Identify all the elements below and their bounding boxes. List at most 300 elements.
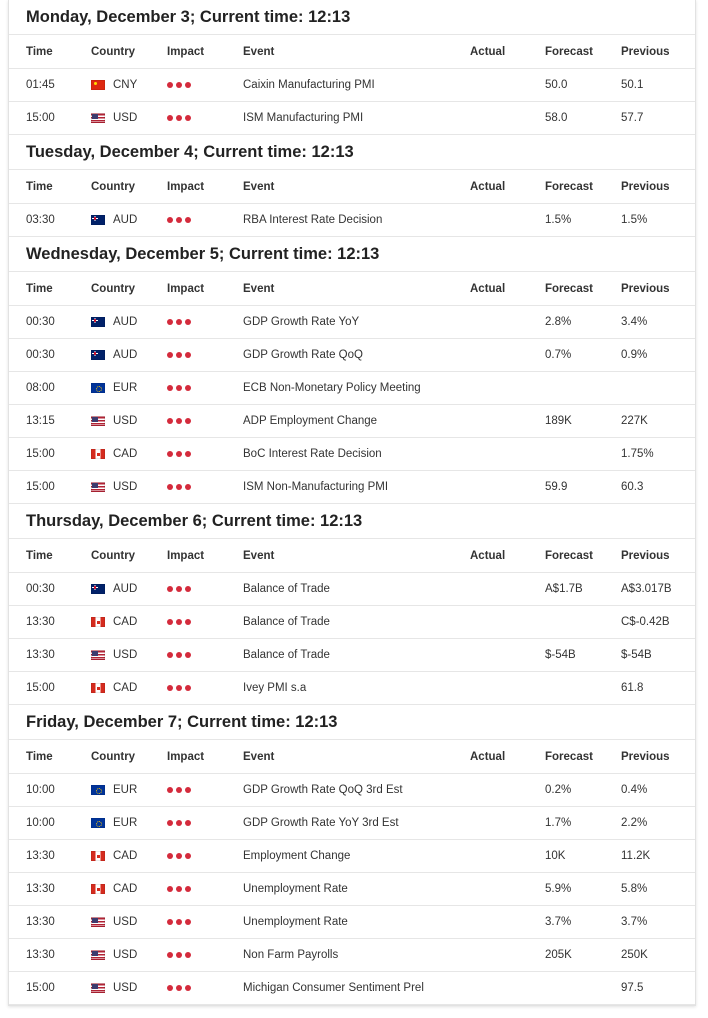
column-header-impact: Impact <box>167 549 205 562</box>
event-country <box>91 339 137 371</box>
column-header-forecast: Forecast <box>545 549 593 562</box>
event-event[interactable]: ISM Non-Manufacturing PMI <box>243 481 389 493</box>
event-row[interactable] <box>9 774 695 807</box>
column-header-country: Country <box>91 45 136 58</box>
event-forecast: 50.0 <box>545 79 568 91</box>
event-country <box>91 807 137 839</box>
column-header-time: Time <box>26 45 53 58</box>
impact-dots <box>167 352 191 358</box>
impact-dots <box>167 115 191 121</box>
impact-dot-icon <box>167 319 173 325</box>
event-country <box>91 639 137 671</box>
event-previous: 2.2% <box>621 817 648 829</box>
country-code: USD <box>113 481 138 493</box>
usa-flag-icon <box>91 650 105 660</box>
country-code: EUR <box>113 784 138 796</box>
event-time: 13:30 <box>26 949 55 961</box>
impact-dot-icon <box>185 619 191 625</box>
country-code: USD <box>113 982 138 994</box>
eu-flag-icon <box>91 818 105 828</box>
column-header-row <box>9 539 695 573</box>
impact-dots <box>167 484 191 490</box>
event-time: 10:00 <box>26 817 55 829</box>
impact-dots <box>167 385 191 391</box>
event-row[interactable] <box>9 438 695 471</box>
impact-indicator <box>167 204 191 236</box>
event-event[interactable]: Ivey PMI s.a <box>243 682 307 694</box>
column-header-row <box>9 740 695 774</box>
event-previous: 250K <box>621 949 648 961</box>
impact-dot-icon <box>176 985 182 991</box>
event-forecast: 5.9% <box>545 883 572 895</box>
event-row[interactable] <box>9 471 695 504</box>
canada-flag-icon <box>91 683 105 693</box>
event-country <box>91 405 137 437</box>
event-previous: 227K <box>621 415 648 427</box>
event-row[interactable] <box>9 102 695 135</box>
event-time: 00:30 <box>26 316 55 328</box>
impact-indicator <box>167 840 191 872</box>
event-row[interactable] <box>9 306 695 339</box>
impact-dot-icon <box>185 484 191 490</box>
event-forecast: 189K <box>545 415 572 427</box>
event-row[interactable] <box>9 672 695 705</box>
event-row[interactable] <box>9 573 695 606</box>
event-forecast: 3.7% <box>545 916 572 928</box>
impact-dot-icon <box>167 115 173 121</box>
column-header-actual: Actual <box>470 45 506 58</box>
event-forecast: 1.5% <box>545 214 572 226</box>
column-header-forecast: Forecast <box>545 750 593 763</box>
impact-dots <box>167 919 191 925</box>
impact-indicator <box>167 306 191 338</box>
impact-dots <box>167 853 191 859</box>
event-event[interactable]: GDP Growth Rate YoY 3rd Est <box>243 817 399 829</box>
impact-dot-icon <box>167 385 173 391</box>
impact-dot-icon <box>167 952 173 958</box>
event-time: 10:00 <box>26 784 55 796</box>
impact-indicator <box>167 939 191 971</box>
impact-indicator <box>167 573 191 605</box>
country-code: USD <box>113 649 138 661</box>
event-event[interactable]: Balance of Trade <box>243 616 330 628</box>
event-event[interactable]: ECB Non-Monetary Policy Meeting <box>243 382 421 394</box>
impact-indicator <box>167 102 191 134</box>
event-event[interactable]: Unemployment Rate <box>243 883 348 895</box>
column-header-actual: Actual <box>470 180 506 193</box>
event-previous: 3.4% <box>621 316 648 328</box>
event-country <box>91 306 137 338</box>
impact-indicator <box>167 339 191 371</box>
impact-dot-icon <box>185 820 191 826</box>
impact-dots <box>167 451 191 457</box>
impact-dots <box>167 952 191 958</box>
usa-flag-icon <box>91 917 105 927</box>
impact-indicator <box>167 471 191 503</box>
event-event[interactable]: Non Farm Payrolls <box>243 949 339 961</box>
impact-dot-icon <box>167 418 173 424</box>
event-event[interactable]: GDP Growth Rate YoY <box>243 316 360 328</box>
impact-dot-icon <box>185 217 191 223</box>
impact-dot-icon <box>167 820 173 826</box>
event-event[interactable]: Balance of Trade <box>243 649 330 661</box>
impact-dot-icon <box>167 82 173 88</box>
event-event[interactable]: Unemployment Rate <box>243 916 348 928</box>
impact-dot-icon <box>167 619 173 625</box>
event-country <box>91 906 137 938</box>
impact-dot-icon <box>167 352 173 358</box>
impact-dot-icon <box>185 451 191 457</box>
event-forecast: 2.8% <box>545 316 572 328</box>
event-previous: 97.5 <box>621 982 644 994</box>
column-header-event: Event <box>243 45 275 58</box>
impact-dots <box>167 586 191 592</box>
impact-dot-icon <box>185 385 191 391</box>
column-header-row <box>9 35 695 69</box>
column-header-impact: Impact <box>167 45 205 58</box>
column-header-previous: Previous <box>621 180 670 193</box>
impact-dot-icon <box>167 652 173 658</box>
impact-indicator <box>167 807 191 839</box>
event-previous: 57.7 <box>621 112 644 124</box>
event-forecast: 58.0 <box>545 112 568 124</box>
event-row[interactable] <box>9 69 695 102</box>
event-row[interactable] <box>9 372 695 405</box>
impact-dot-icon <box>185 115 191 121</box>
event-row[interactable] <box>9 873 695 906</box>
event-forecast: $-54B <box>545 649 576 661</box>
impact-dot-icon <box>185 352 191 358</box>
column-header-actual: Actual <box>470 282 506 295</box>
canada-flag-icon <box>91 449 105 459</box>
country-code: EUR <box>113 382 138 394</box>
country-code: EUR <box>113 817 138 829</box>
impact-dots <box>167 319 191 325</box>
day-header: Wednesday, December 5; Current time: 12:13 <box>9 237 695 272</box>
australia-flag-icon <box>91 350 105 360</box>
event-time: 15:00 <box>26 982 55 994</box>
event-row[interactable] <box>9 906 695 939</box>
event-event[interactable]: RBA Interest Rate Decision <box>243 214 383 226</box>
event-previous: 5.8% <box>621 883 648 895</box>
impact-dot-icon <box>185 985 191 991</box>
column-header-previous: Previous <box>621 282 670 295</box>
impact-dot-icon <box>176 919 182 925</box>
usa-flag-icon <box>91 113 105 123</box>
usa-flag-icon <box>91 416 105 426</box>
column-header-time: Time <box>26 180 53 193</box>
impact-dot-icon <box>185 787 191 793</box>
event-forecast: 0.7% <box>545 349 572 361</box>
column-header-actual: Actual <box>470 750 506 763</box>
column-header-row <box>9 170 695 204</box>
event-previous: 60.3 <box>621 481 644 493</box>
impact-dot-icon <box>167 919 173 925</box>
impact-dots <box>167 217 191 223</box>
event-time: 01:45 <box>26 79 55 91</box>
impact-dot-icon <box>167 886 173 892</box>
country-code: USD <box>113 415 138 427</box>
impact-dot-icon <box>176 787 182 793</box>
column-header-country: Country <box>91 180 136 193</box>
event-previous: 0.9% <box>621 349 648 361</box>
impact-dot-icon <box>167 217 173 223</box>
event-time: 13:30 <box>26 616 55 628</box>
event-time: 15:00 <box>26 682 55 694</box>
event-row[interactable] <box>9 807 695 840</box>
impact-dot-icon <box>176 115 182 121</box>
impact-indicator <box>167 372 191 404</box>
impact-indicator <box>167 606 191 638</box>
impact-dot-icon <box>167 685 173 691</box>
event-event[interactable]: Balance of Trade <box>243 583 330 595</box>
day-header: Friday, December 7; Current time: 12:13 <box>9 705 695 740</box>
impact-dots <box>167 619 191 625</box>
impact-dot-icon <box>167 787 173 793</box>
event-time: 13:30 <box>26 883 55 895</box>
china-flag-icon <box>91 80 105 90</box>
impact-dot-icon <box>167 484 173 490</box>
event-time: 15:00 <box>26 112 55 124</box>
event-country <box>91 972 137 1004</box>
event-event[interactable]: Michigan Consumer Sentiment Prel <box>243 982 424 994</box>
column-header-time: Time <box>26 282 53 295</box>
impact-indicator <box>167 672 191 704</box>
column-header-previous: Previous <box>621 45 670 58</box>
event-country <box>91 471 137 503</box>
event-forecast: 1.7% <box>545 817 572 829</box>
country-code: AUD <box>113 316 138 328</box>
impact-dot-icon <box>185 319 191 325</box>
event-time: 13:30 <box>26 649 55 661</box>
impact-dot-icon <box>176 586 182 592</box>
day-section <box>9 135 695 237</box>
event-forecast: 59.9 <box>545 481 568 493</box>
event-forecast: 10K <box>545 850 566 862</box>
country-code: CAD <box>113 448 138 460</box>
event-country <box>91 672 137 704</box>
event-country <box>91 573 137 605</box>
impact-dots <box>167 652 191 658</box>
event-previous: 1.75% <box>621 448 654 460</box>
column-header-forecast: Forecast <box>545 180 593 193</box>
impact-dots <box>167 985 191 991</box>
day-section <box>9 705 695 1005</box>
impact-dots <box>167 685 191 691</box>
event-forecast: A$1.7B <box>545 583 583 595</box>
event-previous: 3.7% <box>621 916 648 928</box>
impact-dot-icon <box>176 619 182 625</box>
country-code: AUD <box>113 214 138 226</box>
day-header: Thursday, December 6; Current time: 12:13 <box>9 504 695 539</box>
day-section <box>9 0 695 135</box>
event-country <box>91 873 137 905</box>
event-forecast: 0.2% <box>545 784 572 796</box>
impact-dot-icon <box>185 82 191 88</box>
event-previous: $-54B <box>621 649 652 661</box>
canada-flag-icon <box>91 851 105 861</box>
event-event[interactable]: ISM Manufacturing PMI <box>243 112 364 124</box>
impact-indicator <box>167 873 191 905</box>
event-time: 15:00 <box>26 448 55 460</box>
usa-flag-icon <box>91 950 105 960</box>
event-time: 00:30 <box>26 583 55 595</box>
impact-dot-icon <box>176 685 182 691</box>
event-time: 03:30 <box>26 214 55 226</box>
event-time: 08:00 <box>26 382 55 394</box>
event-row[interactable] <box>9 639 695 672</box>
column-header-event: Event <box>243 180 275 193</box>
column-header-country: Country <box>91 750 136 763</box>
country-code: CNY <box>113 79 138 91</box>
event-row[interactable] <box>9 339 695 372</box>
impact-dot-icon <box>176 418 182 424</box>
impact-dot-icon <box>176 853 182 859</box>
event-previous: A$3.017B <box>621 583 672 595</box>
eu-flag-icon <box>91 785 105 795</box>
impact-dot-icon <box>185 685 191 691</box>
column-header-previous: Previous <box>621 750 670 763</box>
impact-dots <box>167 787 191 793</box>
event-country <box>91 438 137 470</box>
event-time: 15:00 <box>26 481 55 493</box>
event-time: 13:30 <box>26 916 55 928</box>
country-code: USD <box>113 949 138 961</box>
column-header-forecast: Forecast <box>545 45 593 58</box>
event-country <box>91 69 137 101</box>
event-country <box>91 939 137 971</box>
column-header-time: Time <box>26 750 53 763</box>
column-header-country: Country <box>91 549 136 562</box>
economic-calendar <box>8 0 696 1006</box>
impact-dot-icon <box>185 652 191 658</box>
impact-dot-icon <box>185 418 191 424</box>
event-country <box>91 102 137 134</box>
event-previous: 50.1 <box>621 79 644 91</box>
event-event[interactable]: ADP Employment Change <box>243 415 378 427</box>
day-header: Tuesday, December 4; Current time: 12:13 <box>9 135 695 170</box>
event-forecast: 205K <box>545 949 572 961</box>
column-header-impact: Impact <box>167 750 205 763</box>
column-header-previous: Previous <box>621 549 670 562</box>
column-header-impact: Impact <box>167 180 205 193</box>
event-row[interactable] <box>9 840 695 873</box>
event-row[interactable] <box>9 204 695 237</box>
impact-dots <box>167 820 191 826</box>
impact-dot-icon <box>176 319 182 325</box>
event-row[interactable] <box>9 405 695 438</box>
impact-indicator <box>167 774 191 806</box>
impact-dot-icon <box>185 586 191 592</box>
event-event[interactable]: GDP Growth Rate QoQ 3rd Est <box>243 784 403 796</box>
impact-dot-icon <box>176 217 182 223</box>
column-header-event: Event <box>243 750 275 763</box>
impact-dots <box>167 418 191 424</box>
country-code: AUD <box>113 583 138 595</box>
canada-flag-icon <box>91 884 105 894</box>
column-header-country: Country <box>91 282 136 295</box>
event-country <box>91 840 137 872</box>
event-event[interactable]: GDP Growth Rate QoQ <box>243 349 363 361</box>
impact-dot-icon <box>167 451 173 457</box>
country-code: USD <box>113 112 138 124</box>
impact-indicator <box>167 438 191 470</box>
impact-dots <box>167 886 191 892</box>
day-header: Monday, December 3; Current time: 12:13 <box>9 0 695 35</box>
column-header-forecast: Forecast <box>545 282 593 295</box>
impact-dot-icon <box>176 952 182 958</box>
event-country <box>91 204 137 236</box>
event-previous: 61.8 <box>621 682 644 694</box>
impact-dot-icon <box>167 586 173 592</box>
impact-dot-icon <box>185 919 191 925</box>
event-country <box>91 774 137 806</box>
column-header-time: Time <box>26 549 53 562</box>
country-code: CAD <box>113 616 138 628</box>
usa-flag-icon <box>91 482 105 492</box>
impact-dot-icon <box>167 985 173 991</box>
impact-dot-icon <box>176 484 182 490</box>
column-header-actual: Actual <box>470 549 506 562</box>
event-event[interactable]: BoC Interest Rate Decision <box>243 448 382 460</box>
country-code: CAD <box>113 883 138 895</box>
column-header-row <box>9 272 695 306</box>
eu-flag-icon <box>91 383 105 393</box>
country-code: CAD <box>113 682 138 694</box>
event-time: 13:15 <box>26 415 55 427</box>
impact-dot-icon <box>176 82 182 88</box>
event-previous: 11.2K <box>621 850 651 862</box>
impact-indicator <box>167 405 191 437</box>
impact-indicator <box>167 972 191 1004</box>
impact-dot-icon <box>185 952 191 958</box>
event-event[interactable]: Caixin Manufacturing PMI <box>243 79 375 91</box>
event-previous: C$-0.42B <box>621 616 670 628</box>
column-header-event: Event <box>243 282 275 295</box>
impact-indicator <box>167 69 191 101</box>
impact-indicator <box>167 906 191 938</box>
country-code: CAD <box>113 850 138 862</box>
impact-dot-icon <box>176 451 182 457</box>
event-row[interactable] <box>9 972 695 1005</box>
event-row[interactable] <box>9 939 695 972</box>
impact-dot-icon <box>185 886 191 892</box>
event-country <box>91 372 137 404</box>
australia-flag-icon <box>91 317 105 327</box>
impact-dot-icon <box>176 820 182 826</box>
impact-dot-icon <box>176 652 182 658</box>
country-code: USD <box>113 916 138 928</box>
country-code: AUD <box>113 349 138 361</box>
australia-flag-icon <box>91 215 105 225</box>
column-header-event: Event <box>243 549 275 562</box>
impact-dot-icon <box>176 886 182 892</box>
event-previous: 0.4% <box>621 784 648 796</box>
impact-dot-icon <box>176 385 182 391</box>
australia-flag-icon <box>91 584 105 594</box>
event-row[interactable] <box>9 606 695 639</box>
usa-flag-icon <box>91 983 105 993</box>
event-event[interactable]: Employment Change <box>243 850 351 862</box>
canada-flag-icon <box>91 617 105 627</box>
impact-dot-icon <box>185 853 191 859</box>
impact-indicator <box>167 639 191 671</box>
column-header-impact: Impact <box>167 282 205 295</box>
impact-dot-icon <box>176 352 182 358</box>
day-section <box>9 504 695 705</box>
impact-dot-icon <box>167 853 173 859</box>
day-section <box>9 237 695 504</box>
